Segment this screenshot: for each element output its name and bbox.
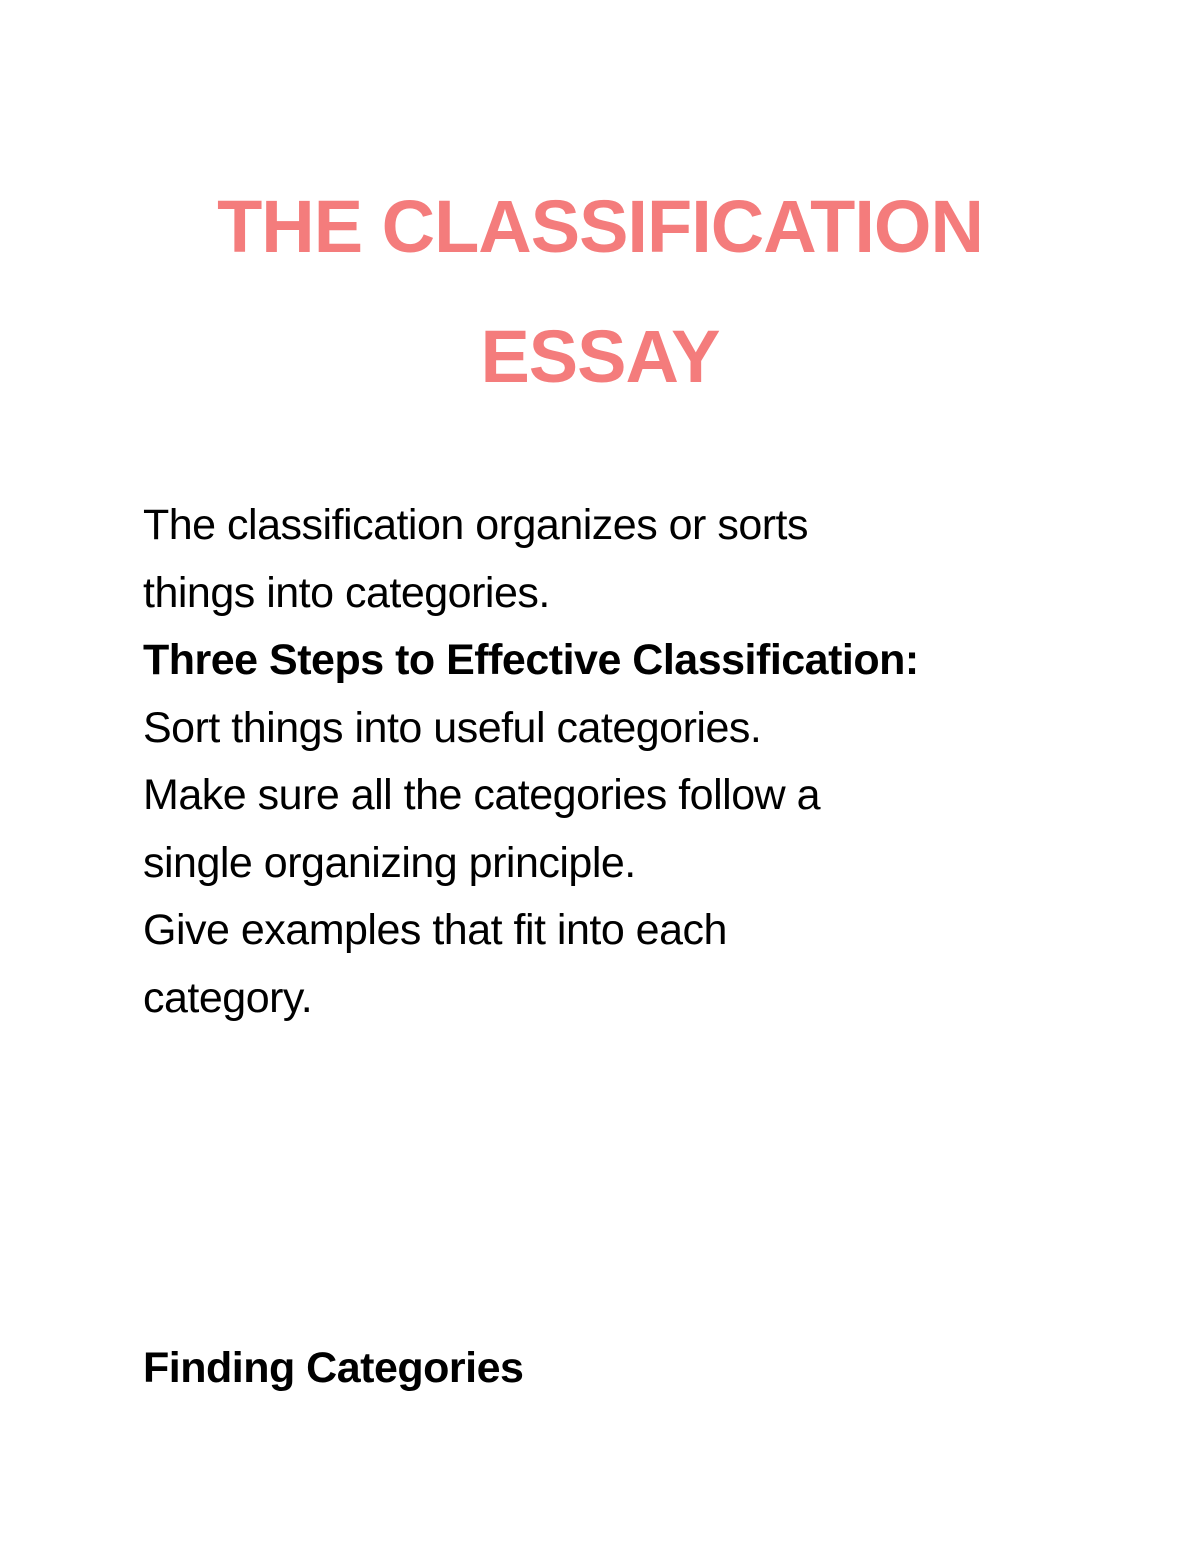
- section-heading: Finding Categories: [143, 1344, 524, 1392]
- body-paragraph: [143, 492, 1043, 1032]
- body-line: The classification organizes or sorts: [143, 501, 809, 549]
- step-3-text: Give examples that fit into each: [143, 906, 727, 954]
- step-2-text: Make sure all the categories follow a: [143, 771, 821, 819]
- document-title: [0, 162, 1200, 422]
- title-line-2: ESSAY: [480, 315, 720, 398]
- steps-heading: Three Steps to Effective Classification:: [143, 636, 919, 684]
- title-line-1: THE CLASSIFICATION: [217, 185, 983, 268]
- step-1-text: Sort things into useful categories.: [143, 703, 762, 752]
- step-3-text-cont: category.: [143, 973, 313, 1022]
- body-line: things into categories.: [143, 568, 550, 617]
- step-2-text-cont: single organizing principle.: [143, 838, 636, 887]
